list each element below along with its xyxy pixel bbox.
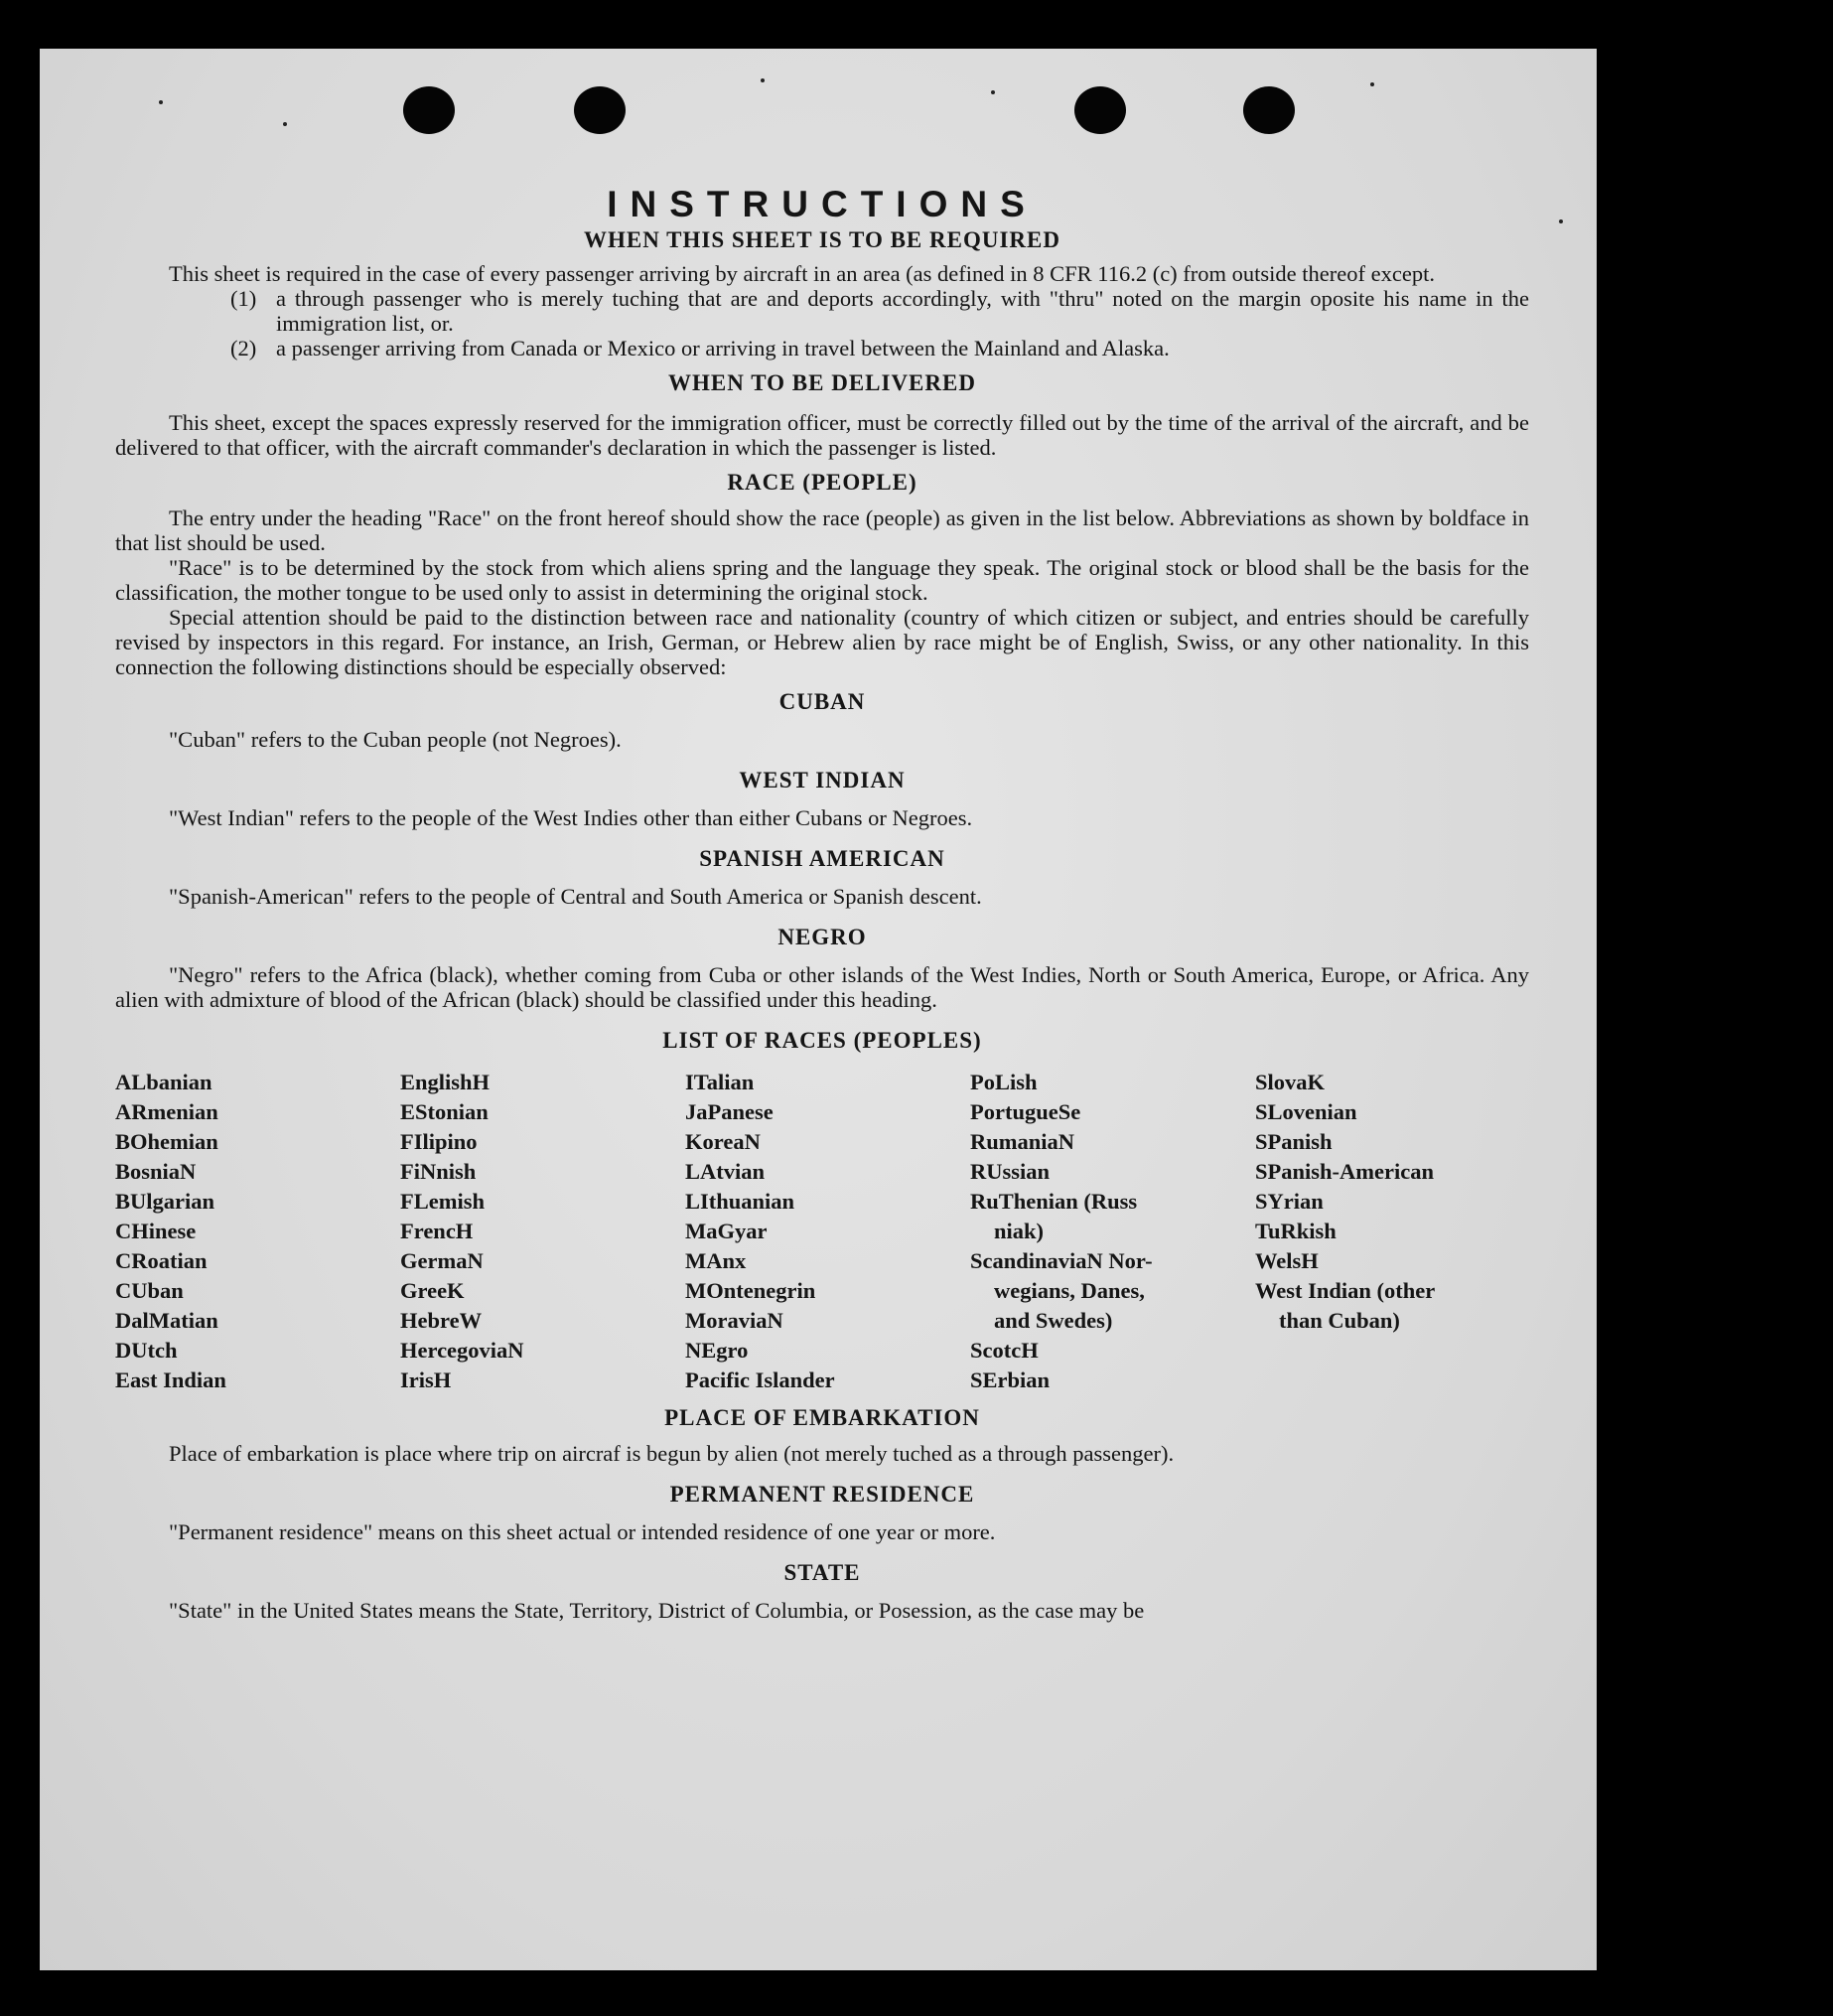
speck xyxy=(1370,82,1374,86)
race-item: HercegoviaN xyxy=(400,1338,524,1363)
race-item: LIthuanian xyxy=(685,1189,795,1214)
races-column xyxy=(115,1068,400,1395)
races-column xyxy=(400,1068,685,1395)
race-item: ScotcH xyxy=(970,1338,1039,1363)
section-heading: CUBAN xyxy=(778,689,866,714)
race-item-continued: than Cuban) xyxy=(1279,1308,1400,1333)
races-column xyxy=(685,1068,970,1395)
punch-hole xyxy=(1074,86,1126,134)
race-item: GermaN xyxy=(400,1248,484,1273)
section-heading: STATE xyxy=(783,1560,861,1585)
paragraph: Place of embarkation is place where trip on aircraf is begun by alien (not merely tuched as a through passenger). xyxy=(169,1441,1175,1466)
race-item: ARmenian xyxy=(115,1099,218,1124)
race-item: BosniaN xyxy=(115,1159,197,1184)
races-column xyxy=(1255,1068,1503,1395)
section-when-required xyxy=(115,225,1529,360)
race-item: KoreaN xyxy=(685,1129,761,1154)
section-heading: PLACE OF EMBARKATION xyxy=(664,1405,980,1430)
races-column xyxy=(970,1068,1255,1395)
section-heading: PERMANENT RESIDENCE xyxy=(669,1482,975,1507)
punch-hole xyxy=(1243,86,1295,134)
list-item xyxy=(230,336,1529,360)
section-west-indian xyxy=(115,766,1529,830)
race-item: NEgro xyxy=(685,1338,749,1363)
page-title: INSTRUCTIONS xyxy=(607,184,1038,224)
race-item: WelsH xyxy=(1255,1248,1319,1273)
punch-hole xyxy=(403,86,455,134)
race-item: CHinese xyxy=(115,1219,197,1243)
section-heading: WHEN THIS SHEET IS TO BE REQUIRED xyxy=(584,227,1060,252)
item-text: a through passenger who is merely tuching that are and deports accordingly, with "thru" noted on the margin oposite his name in the immigration list, or. xyxy=(276,286,1529,336)
race-item: IrisH xyxy=(400,1368,452,1392)
race-item: EnglishH xyxy=(400,1070,491,1094)
paragraph: "West Indian" refers to the people of the West Indies other than either Cubans or Negroes. xyxy=(169,805,973,830)
race-item: SPanish-American xyxy=(1255,1159,1434,1184)
instructions-content xyxy=(115,184,1529,1623)
race-item: PortugueSe xyxy=(970,1099,1081,1124)
race-item: ScandinaviaN Nor- xyxy=(970,1248,1153,1273)
paragraph: This sheet, except the spaces expressly reserved for the immigration officer, must be correctly filled out by the time of the arrival of the aircraft, and be delivered to that officer, with the aircraft commander's declaration in which the passenger is listed. xyxy=(115,410,1529,460)
race-item: MOntenegrin xyxy=(685,1278,816,1303)
race-item: SYrian xyxy=(1255,1189,1324,1214)
section-embarkation xyxy=(115,1403,1529,1466)
race-item-continued: and Swedes) xyxy=(994,1308,1113,1333)
race-item: SLovenian xyxy=(1255,1099,1357,1124)
section-spanish-american xyxy=(115,844,1529,909)
paragraph: "Permanent residence" means on this sheet actual or intended residence of one year or more. xyxy=(169,1519,996,1544)
section-list-of-races xyxy=(115,1026,1529,1395)
race-item: DalMatian xyxy=(115,1308,218,1333)
paragraph: "Race" is to be determined by the stock from which aliens spring and the language they speak. The original stock or blood shall be the basis for the classification, the mother tongue to be used only to assist in determining the original stock. xyxy=(115,555,1529,605)
section-when-delivered xyxy=(115,368,1529,460)
race-item: CRoatian xyxy=(115,1248,208,1273)
section-heading: NEGRO xyxy=(777,925,867,949)
race-item: MaGyar xyxy=(685,1219,768,1243)
race-item: HebreW xyxy=(400,1308,483,1333)
race-item: PoLish xyxy=(970,1070,1038,1094)
race-item: FiNnish xyxy=(400,1159,477,1184)
race-item: RuThenian (Russ xyxy=(970,1189,1138,1214)
race-item: GreeK xyxy=(400,1278,465,1303)
race-item: BUlgarian xyxy=(115,1189,215,1214)
race-item: SErbian xyxy=(970,1368,1051,1392)
item-text: a passenger arriving from Canada or Mexico or arriving in travel between the Mainland and Alaska. xyxy=(276,336,1170,360)
section-negro xyxy=(115,923,1529,1012)
race-item: East Indian xyxy=(115,1368,226,1392)
section-race xyxy=(115,468,1529,679)
paragraph: Special attention should be paid to the distinction between race and nationality (country of which citizen or subject, and entries should be carefully revised by inspectors in this regard. For instance, an Irish, German, or Hebrew alien by race might be of English, Swiss, or any other nationality. In this connection the following distinctions should be especially observed: xyxy=(115,605,1529,679)
paragraph: "Spanish-American" refers to the people of Central and South America or Spanish descent. xyxy=(169,884,982,909)
races-list xyxy=(115,1068,1529,1395)
section-heading: LIST OF RACES (PEOPLES) xyxy=(662,1028,982,1053)
race-item-continued: niak) xyxy=(994,1219,1045,1243)
race-item: SlovaK xyxy=(1255,1070,1326,1094)
paragraph: "Negro" refers to the Africa (black), whether coming from Cuba or other islands of the West Indies, North or South America, Europe, or Africa. Any alien with admixture of blood of the African (black) should be classified under this heading. xyxy=(115,962,1529,1012)
section-heading: WEST INDIAN xyxy=(739,768,906,792)
race-item: TuRkish xyxy=(1255,1219,1337,1243)
document-page xyxy=(40,49,1597,1970)
item-number: (1) xyxy=(230,286,257,311)
speck xyxy=(991,90,995,94)
section-cuban xyxy=(115,687,1529,752)
race-item-continued: wegians, Danes, xyxy=(994,1278,1145,1303)
race-item: CUban xyxy=(115,1278,184,1303)
race-item: FrencH xyxy=(400,1219,474,1243)
race-item: EStonian xyxy=(400,1099,489,1124)
paragraph: This sheet is required in the case of every passenger arriving by aircraft in an area (as defined in 8 CFR 116.2 (c) from outside thereof except. xyxy=(169,261,1435,286)
race-item: MAnx xyxy=(685,1248,747,1273)
punch-hole xyxy=(574,86,626,134)
race-item: ALbanian xyxy=(115,1070,212,1094)
exception-list xyxy=(230,286,1529,360)
race-item: RumaniaN xyxy=(970,1129,1075,1154)
item-number: (2) xyxy=(230,336,257,360)
paragraph: "Cuban" refers to the Cuban people (not Negroes). xyxy=(169,727,622,752)
section-heading: SPANISH AMERICAN xyxy=(699,846,945,871)
speck xyxy=(283,122,287,126)
list-item xyxy=(230,286,1529,336)
race-item: JaPanese xyxy=(685,1099,774,1124)
race-item: Pacific Islander xyxy=(685,1368,835,1392)
race-item: ITalian xyxy=(685,1070,755,1094)
section-heading: WHEN TO BE DELIVERED xyxy=(668,370,976,395)
speck xyxy=(1559,219,1563,223)
race-item: FIlipino xyxy=(400,1129,478,1154)
race-item: BOhemian xyxy=(115,1129,218,1154)
section-permanent-residence xyxy=(115,1480,1529,1544)
race-item: FLemish xyxy=(400,1189,486,1214)
section-state xyxy=(115,1558,1529,1623)
race-item: DUtch xyxy=(115,1338,178,1363)
speck xyxy=(159,100,163,104)
race-item: RUssian xyxy=(970,1159,1051,1184)
section-heading: RACE (PEOPLE) xyxy=(727,470,917,495)
race-item: MoraviaN xyxy=(685,1308,783,1333)
paragraph: The entry under the heading "Race" on the front hereof should show the race (people) as given in the list below. Abbreviations as shown by boldface in that list should be used. xyxy=(115,505,1529,555)
paragraph: "State" in the United States means the State, Territory, District of Columbia, or Posession, as the case may be xyxy=(169,1598,1145,1623)
race-item: LAtvian xyxy=(685,1159,766,1184)
race-item: SPanish xyxy=(1255,1129,1333,1154)
speck xyxy=(761,78,765,82)
race-item: West Indian (other xyxy=(1255,1278,1436,1303)
